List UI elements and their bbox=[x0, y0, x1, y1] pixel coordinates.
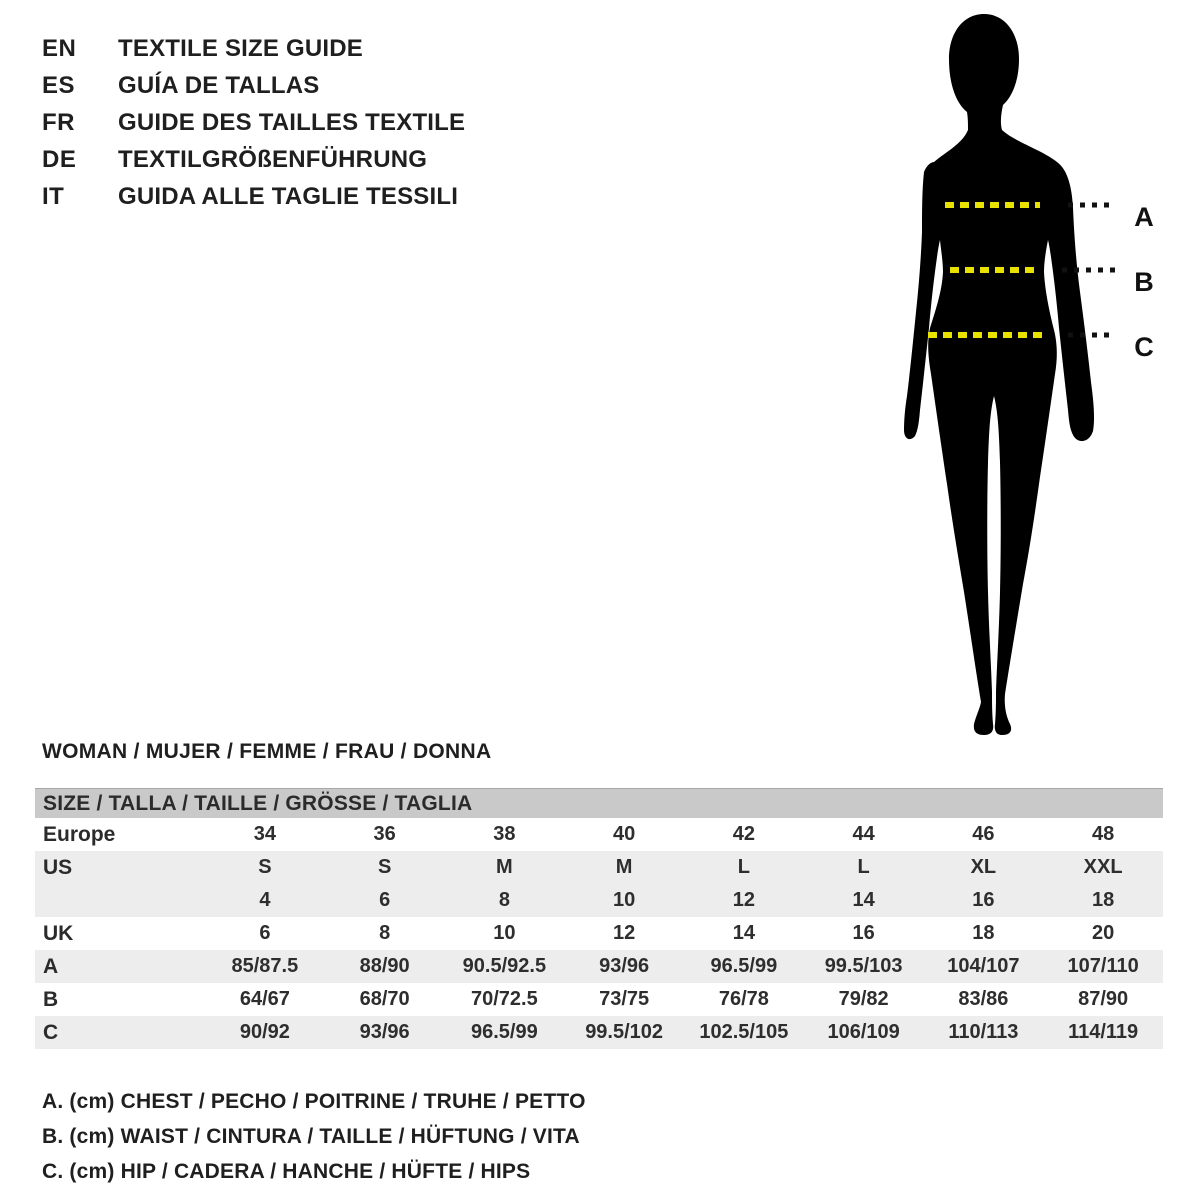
size-cell: L bbox=[737, 856, 750, 878]
language-title-list bbox=[42, 30, 465, 215]
language-code: EN bbox=[42, 34, 77, 62]
size-cell: 96.5/99 bbox=[710, 955, 778, 977]
woman-silhouette-figure bbox=[902, 12, 1200, 737]
measurement-legend bbox=[42, 1084, 586, 1189]
size-cell: 14 bbox=[852, 889, 875, 911]
size-cell: 68/70 bbox=[359, 988, 410, 1010]
size-cell: 18 bbox=[972, 922, 995, 944]
size-cell: 44 bbox=[852, 823, 875, 845]
size-cell: 110/113 bbox=[948, 1021, 1019, 1043]
size-cell: 87/90 bbox=[1078, 988, 1129, 1010]
legend-line: B. (cm) WAIST / CINTURA / TAILLE / HÜFTUNG / VITA bbox=[42, 1124, 580, 1148]
size-table-body bbox=[35, 818, 1163, 1049]
size-cell: 76/78 bbox=[718, 988, 769, 1010]
size-cell: 73/75 bbox=[599, 988, 650, 1010]
size-cell: 8 bbox=[379, 922, 391, 944]
size-cell: 106/109 bbox=[827, 1021, 900, 1043]
size-cell: 70/72.5 bbox=[471, 988, 538, 1010]
size-cell: S bbox=[377, 856, 392, 878]
size-cell: 42 bbox=[732, 823, 755, 845]
table-row bbox=[35, 884, 1163, 917]
size-cell: S bbox=[258, 856, 272, 878]
language-code: FR bbox=[42, 108, 75, 136]
language-code: DE bbox=[42, 145, 77, 173]
row-label: UK bbox=[43, 921, 74, 945]
size-cell: 90.5/92.5 bbox=[462, 955, 547, 977]
size-cell: 46 bbox=[972, 823, 995, 845]
size-cell: 107/110 bbox=[1067, 955, 1139, 977]
size-guide-title: GUIDE DES TAILLES TEXTILE bbox=[118, 108, 466, 136]
size-cell: M bbox=[615, 856, 633, 878]
table-row bbox=[35, 950, 1163, 983]
size-cell: 4 bbox=[259, 889, 271, 911]
table-row bbox=[35, 917, 1163, 950]
size-cell: 99.5/102 bbox=[585, 1021, 664, 1043]
size-cell: 93/96 bbox=[359, 1021, 410, 1043]
size-table bbox=[35, 788, 1163, 1049]
size-cell: 88/90 bbox=[359, 955, 410, 977]
size-cell: 20 bbox=[1092, 922, 1115, 944]
size-cell: 99.5/103 bbox=[824, 955, 903, 977]
size-cell: 93/96 bbox=[599, 955, 650, 977]
table-row bbox=[35, 851, 1163, 884]
size-cell: 10 bbox=[493, 922, 516, 944]
size-cell: 90/92 bbox=[239, 1021, 290, 1043]
row-label: Europe bbox=[43, 822, 116, 846]
language-title-row bbox=[42, 30, 465, 67]
table-row bbox=[35, 1016, 1163, 1049]
row-label: A bbox=[43, 954, 59, 978]
size-cell: 36 bbox=[373, 823, 396, 845]
size-cell: 102.5/105 bbox=[699, 1021, 789, 1043]
language-title-row bbox=[42, 67, 465, 104]
size-cell: XL bbox=[970, 856, 997, 878]
size-cell: 114/119 bbox=[1068, 1021, 1139, 1043]
language-title-row bbox=[42, 104, 465, 141]
waist-label: B bbox=[1134, 267, 1154, 297]
language-title-row bbox=[42, 141, 465, 178]
size-cell: 104/107 bbox=[947, 955, 1020, 977]
size-cell: 14 bbox=[732, 922, 755, 944]
size-cell: 64/67 bbox=[239, 988, 290, 1010]
row-label: US bbox=[43, 855, 73, 879]
size-guide-title: GUIDA ALLE TAGLIE TESSILI bbox=[118, 182, 459, 210]
size-table-header: SIZE / TALLA / TAILLE / GRÖSSE / TAGLIA bbox=[35, 788, 1163, 818]
size-cell: 18 bbox=[1092, 889, 1115, 911]
size-cell: XXL bbox=[1083, 856, 1123, 878]
table-row bbox=[35, 818, 1163, 851]
row-label: B bbox=[43, 987, 59, 1011]
size-cell: 10 bbox=[613, 889, 636, 911]
size-cell: 16 bbox=[972, 889, 995, 911]
size-guide-title: TEXTILGRÖßENFÜHRUNG bbox=[118, 145, 428, 173]
size-guide-title: GUÍA DE TALLAS bbox=[118, 71, 320, 99]
size-cell: L bbox=[857, 856, 870, 878]
woman-silhouette-icon bbox=[902, 12, 1200, 737]
size-cell: 16 bbox=[852, 922, 875, 944]
size-cell: 79/82 bbox=[838, 988, 889, 1010]
legend-line: C. (cm) HIP / CADERA / HANCHE / HÜFTE / HIPS bbox=[42, 1159, 531, 1183]
size-cell: 48 bbox=[1092, 823, 1115, 845]
size-guide-title: TEXTILE SIZE GUIDE bbox=[118, 34, 363, 62]
legend-line: A. (cm) CHEST / PECHO / POITRINE / TRUHE / PETTO bbox=[42, 1089, 586, 1113]
size-cell: 40 bbox=[613, 823, 636, 845]
size-cell: 96.5/99 bbox=[471, 1021, 538, 1043]
section-title-woman: WOMAN / MUJER / FEMME / FRAU / DONNA bbox=[42, 740, 492, 763]
size-cell: 8 bbox=[498, 889, 510, 911]
size-cell: 6 bbox=[259, 922, 271, 944]
size-cell: M bbox=[496, 856, 513, 878]
language-code: IT bbox=[42, 182, 65, 210]
size-cell: 38 bbox=[493, 823, 516, 845]
size-cell: 12 bbox=[613, 922, 636, 944]
chest-label: A bbox=[1134, 202, 1154, 232]
size-cell: 85/87.5 bbox=[231, 955, 299, 977]
size-cell: 12 bbox=[732, 889, 755, 911]
language-code: ES bbox=[42, 71, 76, 99]
language-title-row bbox=[42, 178, 465, 215]
size-cell: 83/86 bbox=[958, 988, 1009, 1010]
table-row bbox=[35, 983, 1163, 1016]
row-label: C bbox=[43, 1020, 59, 1044]
size-cell: 34 bbox=[253, 823, 276, 845]
hip-label: C bbox=[1134, 332, 1154, 362]
size-cell: 6 bbox=[379, 889, 391, 911]
